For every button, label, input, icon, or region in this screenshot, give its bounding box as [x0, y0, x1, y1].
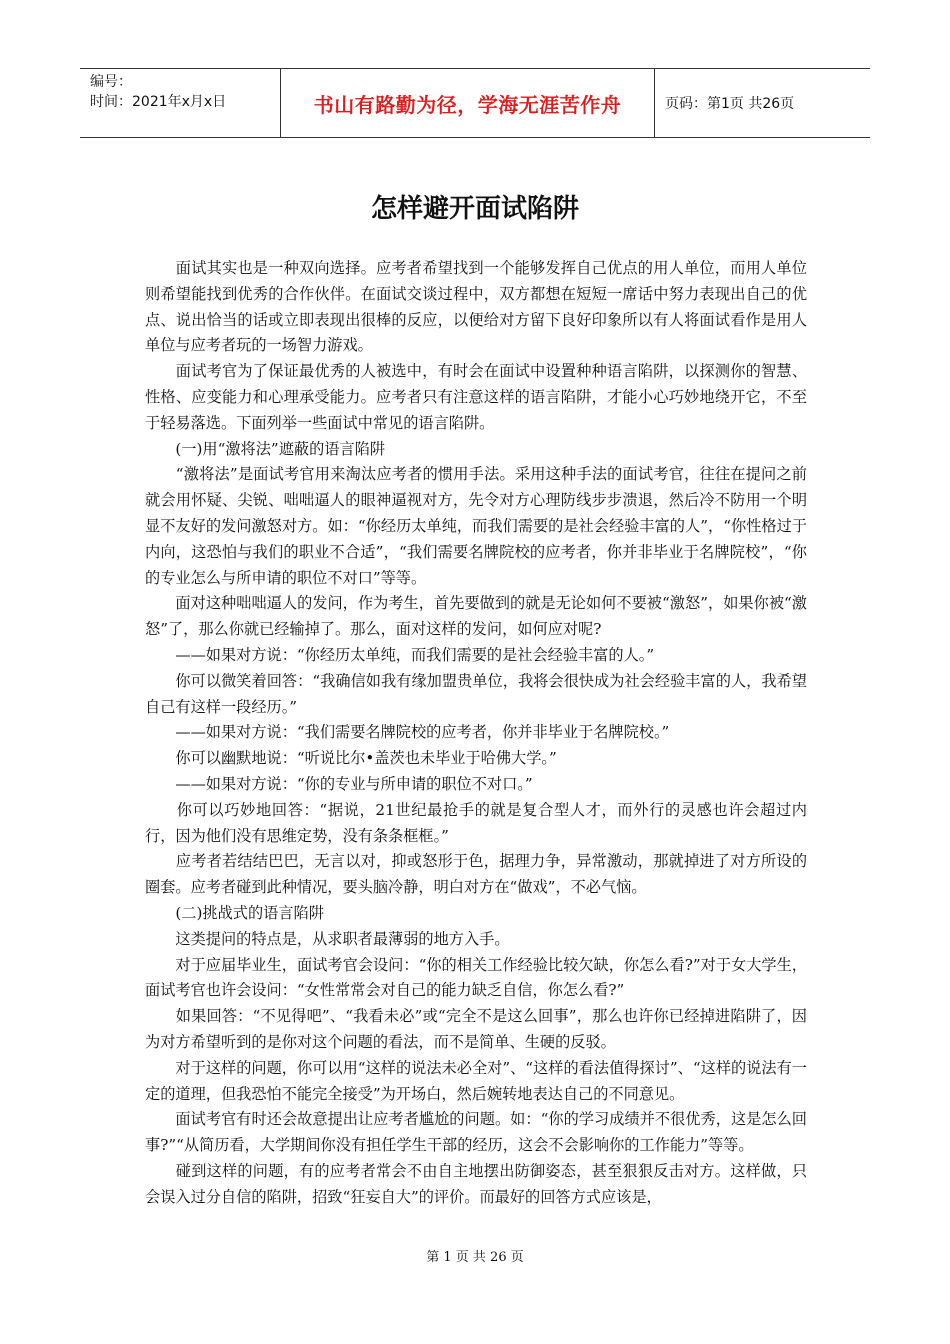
section-heading: (一)用“激将法”遮蔽的语言陷阱 [145, 439, 386, 458]
paragraph: “激将法”是面试考官用来淘汰应考者的惯用手法。采用这种手法的面试考官，往往在提问之前就会用怀疑、尖锐、咄咄逼人的眼神逼视对方，先令对方心理防线步步溃退，然后冷不防用一个明显不友好的发问激怒对方。如：“你经历太单纯，而我们需要的是社会经验丰富的人”，“你性格过于内向，这恐怕与我们的职业不合适”，“我们需要名牌院校的应考者，你并非毕业于名牌院校”，“你的专业怎么与所申请的职位不对口”等等。 [145, 465, 807, 587]
page-footer: 第 1 页 共 26 页 [426, 1250, 524, 1265]
number-label: 编号： [90, 74, 132, 90]
paragraph: 对于这样的问题，你可以用“这样的说法未必全对”、“这样的看法值得探讨”、“这样的说法有一定的道理，但我恐怕不能完全接受”为开场白，然后婉转地表达自己的不同意见。 [145, 1058, 807, 1103]
page-header [80, 68, 870, 138]
paragraph: 对于应届毕业生，面试考官会设问：“你的相关工作经验比较欠缺，你怎么看?”对于女大学生，面试考官也许会设问：“女性常常会对自己的能力缺乏自信，你怎么看?” [145, 955, 807, 1000]
paragraph: 如果回答：“不见得吧”、“我看未必”或“完全不是这么回事”，那么也许你已经掉进陷阱了，因为对方希望听到的是你对这个问题的看法，而不是简单、生硬的反驳。 [145, 1007, 807, 1051]
paragraph: 这类提问的特点是，从求职者最薄弱的地方入手。 [145, 929, 510, 948]
paragraph: 应考者若结结巴巴，无言以对，抑或怒形于色，据理力争，异常激动，那就掉进了对方所设的圈套。应考者碰到此种情况，要头脑冷静，明白对方在“做戏”，不必气恼。 [145, 852, 807, 897]
header-meta [80, 69, 280, 137]
paragraph: 面对这种咄咄逼人的发问，作为考生，首先要做到的就是无论如何不要被“激怒”，如果你被“激怒”了，那么你就已经输掉了。那么，面对这样的发问，如何应对呢? [145, 594, 807, 639]
paragraph: ——如果对方说：“你的专业与所申请的职位不对口。” [145, 774, 533, 793]
paragraph: 面试考官有时还会故意提出让应考者尴尬的问题。如：“你的学习成绩并不很优秀，这是怎么回事?”“从简历看，大学期间你没有担任学生干部的经历，这会不会影响你的工作能力”等等。 [145, 1110, 807, 1155]
paragraph: 碰到这样的问题，有的应考者常会不由自主地摆出防御姿态，甚至狠狠反击对方。这样做，只会误入过分自信的陷阱，招致“狂妄自大”的评价。而最好的回答方式应该是， [145, 1161, 807, 1206]
time-label: 时间：2021年x月x日 [90, 94, 227, 110]
document-body [145, 256, 807, 1210]
paragraph: 你可以微笑着回答：“我确信如我有缘加盟贵单位，我将会很快成为社会经验丰富的人，我希望自己有这样一段经历。” [145, 671, 807, 716]
paragraph: 你可以幽默地说：“听说比尔•盖茨也未毕业于哈佛大学。” [145, 749, 557, 768]
paragraph: ——如果对方说：“我们需要名牌院校的应考者，你并非毕业于名牌院校。” [145, 723, 670, 742]
paragraph: 你可以巧妙地回答：“据说，21世纪最抢手的就是复合型人才，而外行的灵感也许会超过内行，因为他们没有思维定势，没有条条框框。” [145, 800, 807, 845]
header-page-info: 页码：第1页 共26页 [665, 96, 795, 112]
paragraph: 面试考官为了保证最优秀的人被选中，有时会在面试中设置种种语言陷阱，以探测你的智慧、性格、应变能力和心理承受能力。应考者只有注意这样的语言陷阱，才能小心巧妙地绕开它，不至于轻易落选。下面列举一些面试中常见的语言陷阱。 [145, 362, 807, 432]
paragraph: 面试其实也是一种双向选择。应考者希望找到一个能够发挥自己优点的用人单位，而用人单位则希望能找到优秀的合作伙伴。在面试交谈过程中，双方都想在短短一席话中努力表现出自己的优点、说出恰当的话或立即表现出很棒的反应，以便给对方留下良好印象所以有人将面试看作是用人单位与应考者玩的一场智力游戏。 [145, 259, 807, 355]
document-title: 怎样避开面试陷阱 [370, 194, 579, 224]
section-heading: (二)挑战式的语言陷阱 [145, 903, 324, 922]
header-motto: 书山有路勤为径，学海无涯苦作舟 [280, 69, 655, 137]
paragraph: ——如果对方说：“你经历太单纯，而我们需要的是社会经验丰富的人。” [145, 645, 655, 664]
